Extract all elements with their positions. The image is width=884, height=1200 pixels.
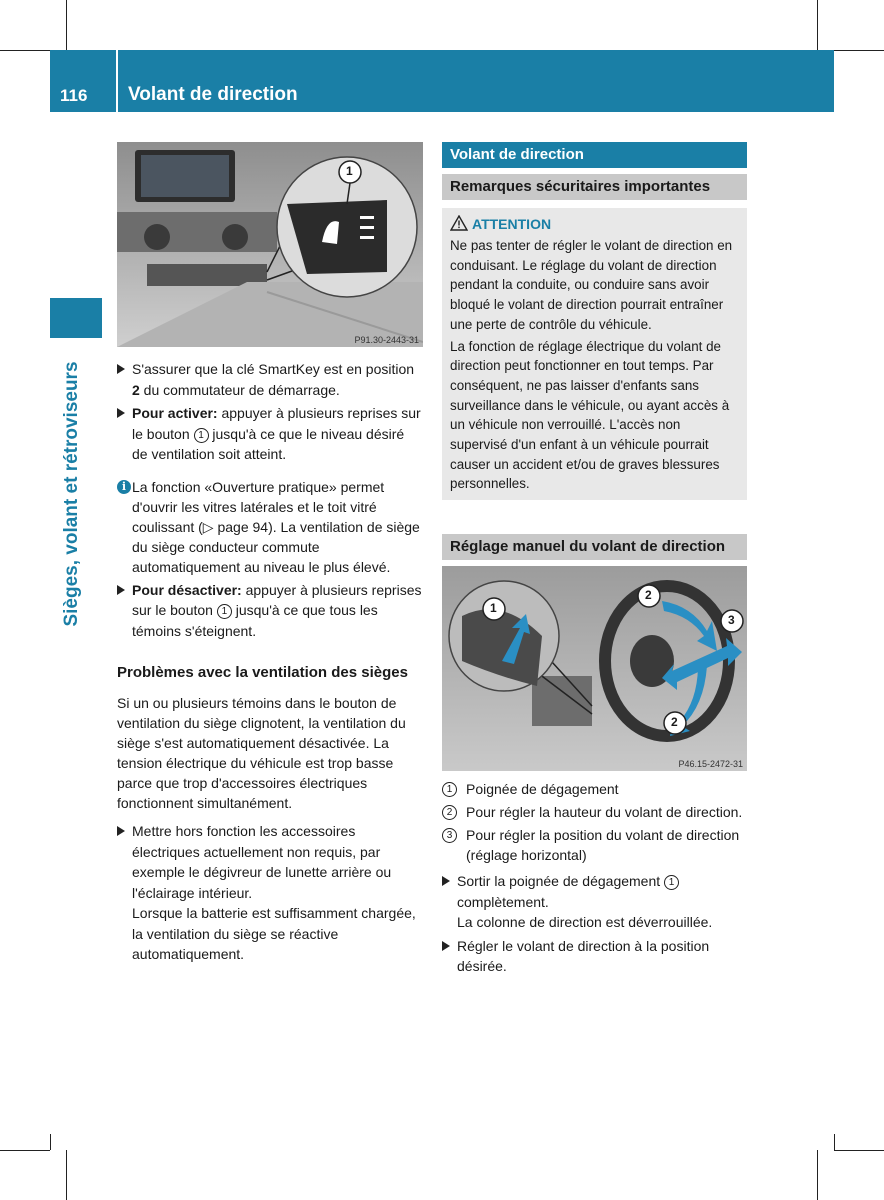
- crop-mark-tl-v: [66, 0, 67, 50]
- crop-mark-br-v2: [834, 1134, 835, 1150]
- crop-mark-bl-v2: [50, 1134, 51, 1150]
- legend-item: 2 Pour régler la hauteur du volant de direction.: [442, 802, 747, 822]
- info-icon: i: [117, 480, 131, 494]
- page-number: 116: [60, 86, 88, 105]
- manual-adjust-title: Réglage manuel du volant de direction: [442, 534, 747, 560]
- right-column: [442, 142, 747, 977]
- bullet-arrow-icon: [117, 826, 125, 836]
- chapter-tab-marker: [50, 298, 102, 338]
- safety-notes-title: Remarques sécuritaires importantes: [442, 174, 747, 200]
- info-text: La fonction «Ouverture pratique» permet d'ouvrir les vitres latérales et le toit vitré coulissant (▷ page 94). La ventilation de siège du siège conducteur commute automatiquement au niveau le plus élevé.: [132, 478, 420, 575]
- photo-callout-1: 1: [346, 164, 353, 178]
- steering-wheel-photo: [442, 566, 747, 771]
- chapter-tab-label: Sièges, volant et rétroviseurs: [61, 361, 82, 627]
- instruction-step: Régler le volant de direction à la position désirée.: [442, 936, 747, 977]
- warning-text-1: Ne pas tenter de régler le volant de direction en conduisant. Le réglage du volant de direction pendant la conduite, ou conduire sans avoir bloqué le volant de direction pourrait entraîner une perte de contrôle du véhicule.: [450, 238, 733, 332]
- instruction-step: Sortir la poignée de dégagement 1 complètement. La colonne de direction est déverrouillée.: [442, 871, 747, 933]
- photo-reference: P91.30-2443-31: [354, 335, 419, 345]
- info-note: [117, 477, 423, 577]
- callout-number: 1: [664, 875, 679, 890]
- warning-triangle-icon: [450, 215, 468, 231]
- left-column: [117, 142, 423, 965]
- header-divider: [116, 50, 118, 112]
- crop-mark-tr-h: [834, 50, 884, 51]
- photo-reference: P46.15-2472-31: [678, 759, 743, 770]
- dashboard-illustration: [117, 142, 423, 347]
- warning-title: ATTENTION: [450, 214, 741, 234]
- problems-heading: Problèmes avec la ventilation des sièges: [117, 664, 408, 681]
- bullet-arrow-icon: [117, 585, 125, 595]
- bullet-arrow-icon: [117, 408, 125, 418]
- warning-text-2: La fonction de réglage électrique du volant de direction peut fonctionner en tout temps. Par conséquent, ne pas laisser d'enfants sans surveillance dans le véhicule, ou ayant accès à un véhicule non verrouillé. L'accès non supervisé d'un enfant à un véhicule pourrait causer un accident et/ou de graves blessures personnelles.: [450, 338, 730, 492]
- section-title: Volant de direction: [442, 142, 747, 168]
- photo-callout-2: 2: [645, 588, 652, 603]
- photo-callout-2b: 2: [671, 715, 678, 730]
- crop-mark-bl-v: [66, 1150, 67, 1200]
- page-title: Volant de direction: [128, 84, 298, 105]
- legend-item: 3 Pour régler la position du volant de direction (réglage horizontal): [442, 825, 747, 865]
- bullet-arrow-icon: [442, 876, 450, 886]
- crop-mark-tr-v: [817, 0, 818, 50]
- page-header: [50, 50, 834, 112]
- legend-item: 1 Poignée de dégagement: [442, 779, 747, 799]
- instruction-step: Pour désactiver: appuyer à plusieurs reprises sur le bouton 1 jusqu'à ce que tous les témoins s'éteignent.: [117, 580, 423, 642]
- photo-callout-3: 3: [728, 613, 735, 628]
- bullet-arrow-icon: [442, 941, 450, 951]
- seat-ventilation-photo: [117, 142, 423, 347]
- instruction-step: Mettre hors fonction les accessoires électriques actuellement non requis, par exemple le dégivreur de lunette arrière ou l'éclairage intérieur. Lorsque la batterie est suffisamment chargée, la ventilation du siège se réactive automatiquement.: [117, 821, 423, 965]
- steering-wheel-illustration: [442, 566, 747, 771]
- instruction-step: Pour activer: appuyer à plusieurs reprises sur le bouton 1 jusqu'à ce que le niveau désiré de ventilation soit atteint.: [117, 403, 423, 465]
- crop-mark-br-h: [834, 1150, 884, 1151]
- bullet-arrow-icon: [117, 364, 125, 374]
- warning-box: [442, 208, 747, 500]
- crop-mark-tl-h: [0, 50, 50, 51]
- callout-number: 1: [217, 604, 232, 619]
- crop-mark-br-v: [817, 1150, 818, 1200]
- callout-number: 1: [194, 428, 209, 443]
- problems-text: Si un ou plusieurs témoins dans le bouton de ventilation du siège clignotent, la ventilation du siège s'est automatiquement désactivée. La tension électrique du véhicule est trop basse parce que trop d'accessoires électriques fonctionnent simultanément.: [117, 695, 406, 811]
- crop-mark-bl-h: [0, 1150, 50, 1151]
- photo-callout-1: 1: [490, 601, 497, 616]
- instruction-step: S'assurer que la clé SmartKey est en position 2 du commutateur de démarrage.: [117, 359, 423, 400]
